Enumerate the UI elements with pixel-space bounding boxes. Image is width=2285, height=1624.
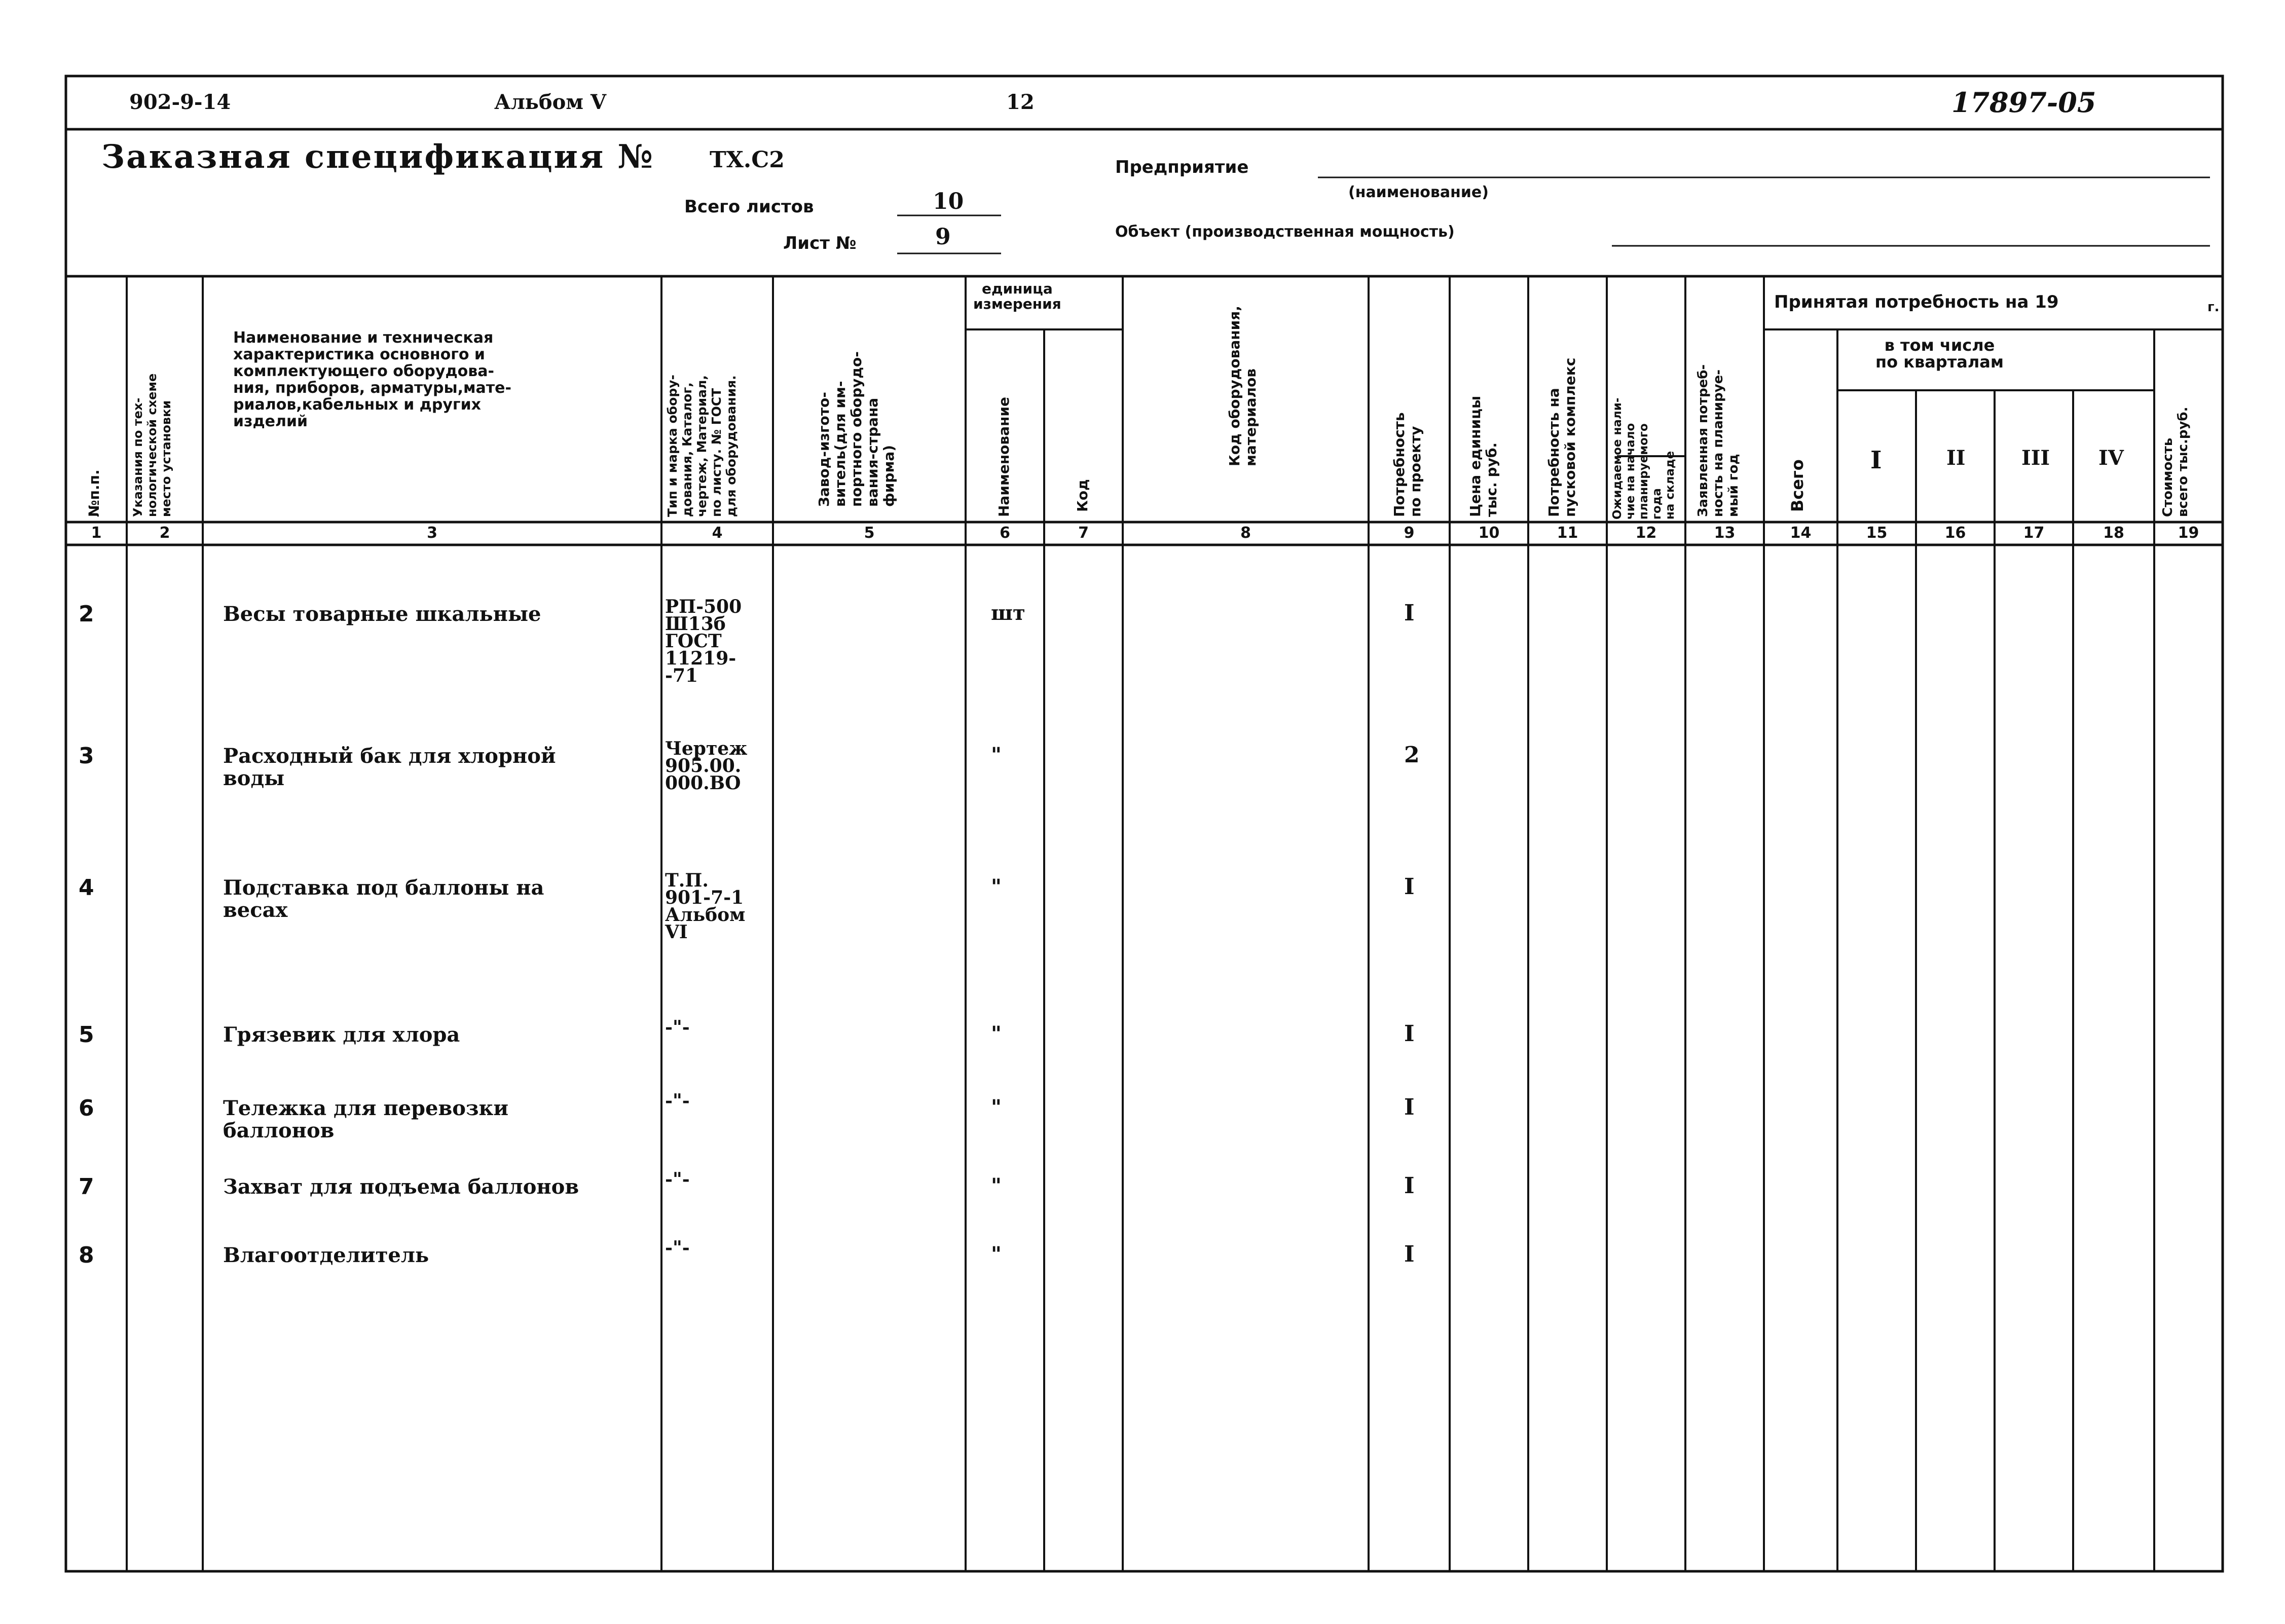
row-unit: шт — [991, 601, 1025, 625]
col-header-number: №п.п. — [86, 469, 102, 517]
row-item-type: -"- — [665, 1090, 690, 1112]
row-quantity: I — [1404, 874, 1415, 900]
sheet-label: Лист № — [783, 233, 857, 253]
column-number-12: 12 — [1635, 524, 1657, 542]
row-unit: " — [991, 1022, 1002, 1046]
row-item-type: -"- — [665, 1169, 690, 1190]
column-number-7: 7 — [1078, 524, 1089, 542]
page-number: 12 — [1006, 90, 1035, 114]
sheet-value: 9 — [935, 224, 951, 250]
column-number-15: 15 — [1866, 524, 1888, 542]
row-unit: " — [991, 743, 1002, 767]
column-number-19: 19 — [2178, 524, 2199, 542]
row-number: 3 — [79, 743, 94, 769]
row-unit: " — [991, 1174, 1002, 1198]
col-header-declared-need: Заявленная потреб- ность на планируе- мый год — [1696, 364, 1741, 517]
col-header-cost: Стоимость всего тыс.руб. — [2160, 407, 2191, 517]
row-quantity: I — [1404, 1173, 1415, 1199]
col-header-scheme: Указания по тех- нологической схеме место установки — [131, 373, 173, 517]
column-number-16: 16 — [1944, 524, 1966, 542]
row-item-type: РП-500 Ш13б ГОСТ 11219- -71 — [665, 596, 742, 686]
row-unit: " — [991, 1095, 1002, 1119]
col-header-accepted-group: Принятая потребность на 19 — [1774, 292, 2059, 312]
column-number-3: 3 — [427, 524, 437, 542]
row-item-type: Чертеж 905.00. 000.ВО — [665, 738, 748, 794]
col-header-unit-code: Код — [1074, 479, 1091, 512]
col-header-project-need: Потребность по проекту — [1391, 412, 1424, 517]
col-header-equipment-code: Код оборудования, материалов — [1226, 306, 1259, 466]
spec-number: ТХ.С2 — [710, 147, 785, 173]
row-unit: " — [991, 1242, 1002, 1266]
column-number-4: 4 — [712, 524, 723, 542]
col-header-q4: IV — [2098, 446, 2124, 470]
row-item-name: Влагоотделитель — [223, 1243, 429, 1267]
row-item-type: Т.П. 901-7-1 Альбом VI — [665, 870, 746, 943]
object-label: Объект (производственная мощность) — [1115, 223, 1455, 241]
col-header-total: Всего — [1788, 459, 1807, 512]
row-item-name: Весы товарные шкальные — [223, 602, 541, 626]
row-number: 2 — [79, 601, 94, 627]
row-item-name: Расходный бак для хлорной воды — [223, 744, 556, 790]
row-number: 4 — [79, 875, 94, 901]
row-item-name: Захват для подъема баллонов — [223, 1175, 579, 1199]
col-header-unit-group: единица измерения — [973, 280, 1061, 312]
col-header-manufacturer: Завод-изгото- витель(для им- портного оборудо- вания-страна фирма) — [816, 351, 897, 507]
row-item-type: -"- — [665, 1017, 690, 1038]
row-item-name: Подставка под баллоны на весах — [223, 876, 544, 922]
total-sheets-label: Всего листов — [684, 197, 814, 217]
col-header-q3: III — [2021, 446, 2050, 470]
col-header-type: Тип и марка обору- дования, Каталог, чертеж, Материал, по листу. № ГОСТ для оборудования. — [665, 375, 739, 517]
document-code: 902-9-14 — [129, 90, 231, 114]
total-sheets-value: 10 — [933, 189, 964, 214]
column-number-10: 10 — [1478, 524, 1500, 542]
column-number-6: 6 — [1000, 524, 1010, 542]
enterprise-label: Предприятие — [1115, 157, 1249, 177]
column-number-18: 18 — [2103, 524, 2124, 542]
row-item-type: -"- — [665, 1237, 690, 1259]
column-number-13: 13 — [1714, 524, 1736, 542]
col-header-unit-price: Цена единицы тыс. руб. — [1467, 395, 1500, 517]
column-number-2: 2 — [159, 524, 170, 542]
row-item-name: Грязевик для хлора — [223, 1023, 460, 1047]
row-quantity: I — [1404, 1094, 1415, 1120]
row-item-name: Тележка для перевозки баллонов — [223, 1096, 509, 1142]
col-header-launch-need: Потребность на пусковой комплекс — [1545, 357, 1578, 517]
column-number-11: 11 — [1557, 524, 1578, 542]
column-number-9: 9 — [1404, 524, 1415, 542]
row-number: 6 — [79, 1095, 94, 1121]
row-number: 5 — [79, 1022, 94, 1048]
column-number-8: 8 — [1240, 524, 1251, 542]
col-header-expected-stock: Ожидаемое нали- чие на начало планируемого года на складе — [1611, 397, 1677, 520]
col-header-name: Наименование и техническая характеристика основного и комплектующего оборудова- ния, приборов, арматуры,мате- риалов,кабельных и других изделий — [233, 329, 511, 430]
enterprise-name-caption: (наименование) — [1348, 183, 1489, 201]
column-number-1: 1 — [91, 524, 102, 542]
album-label: Альбом V — [494, 90, 606, 114]
column-number-17: 17 — [2023, 524, 2045, 542]
col-header-unit-name: Наименование — [996, 397, 1012, 517]
row-number: 8 — [79, 1242, 94, 1268]
row-quantity: 2 — [1404, 742, 1420, 768]
col-header-q2: II — [1946, 446, 1966, 470]
row-quantity: I — [1404, 600, 1415, 626]
row-quantity: I — [1404, 1021, 1415, 1047]
spec-title: Заказная спецификация № — [101, 138, 655, 176]
row-number: 7 — [79, 1174, 94, 1200]
col-header-q1: I — [1870, 446, 1882, 474]
col-header-accepted-year-suffix: г. — [2207, 300, 2220, 315]
archive-stamp: 17897-05 — [1951, 86, 2096, 119]
col-header-quarters-group: в том числе по кварталам — [1875, 336, 2004, 372]
row-unit: " — [991, 875, 1002, 899]
row-quantity: I — [1404, 1241, 1415, 1267]
column-number-14: 14 — [1790, 524, 1812, 542]
column-number-5: 5 — [864, 524, 875, 542]
